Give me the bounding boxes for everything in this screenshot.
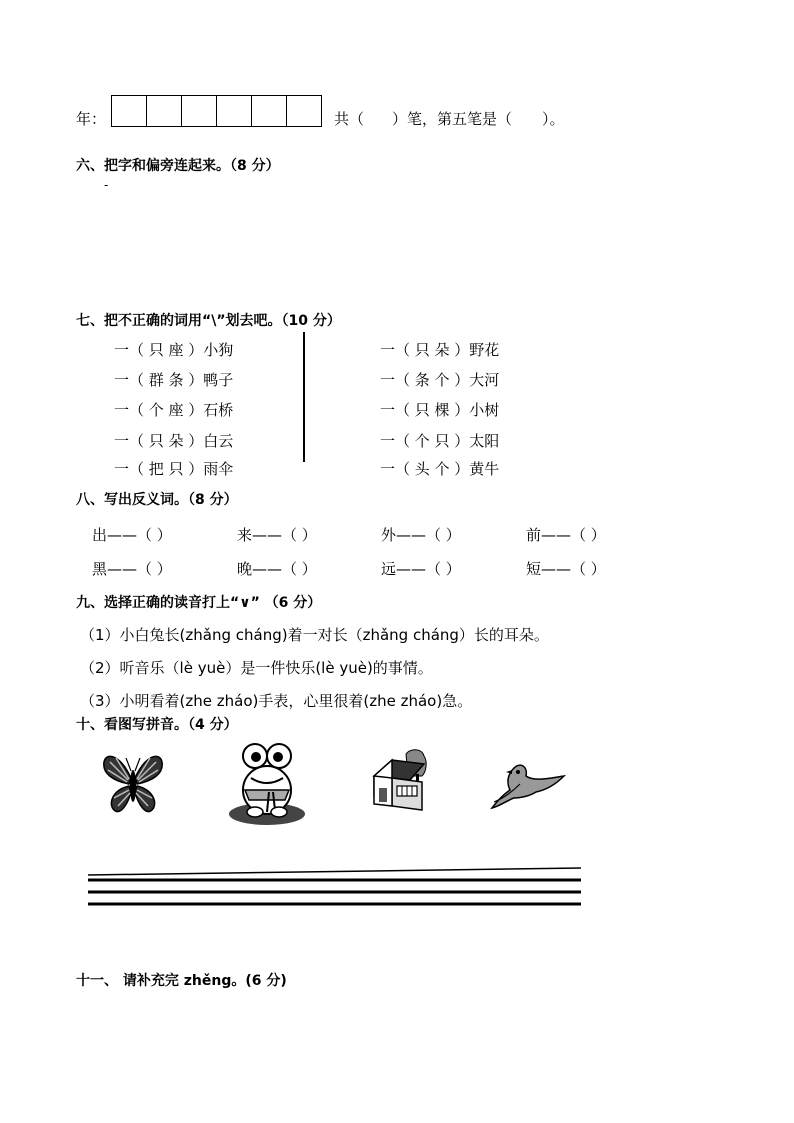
stroke-box-3[interactable]	[182, 96, 217, 126]
frog-icon	[227, 742, 307, 828]
pronunciation-item[interactable]: （3）小明看着(zhe zháo)手表，心里很着(zhe zháo)急。	[80, 692, 473, 710]
q7-right-item: 一（ 个 只 ）太阳	[380, 432, 500, 450]
pronunciation-item[interactable]: （2）听音乐（lè yuè）是一件快乐(lè yuè)的事情。	[80, 659, 433, 677]
bird-icon	[490, 762, 568, 812]
q7-title: 七、把不正确的词用“\”划去吧。（10 分）	[76, 313, 341, 329]
butterfly-icon	[100, 748, 166, 818]
stroke-order-grid	[111, 95, 322, 127]
stroke-box-6[interactable]	[287, 96, 322, 126]
q11-title: 十一、 请补充完 zhěng。(6 分)	[76, 973, 287, 989]
q7-left-item: 一（ 群 条 ）鸭子	[114, 371, 234, 389]
q7-left-item: 一（ 个 座 ）石桥	[114, 401, 234, 419]
q6-dash-mark: -	[104, 178, 109, 192]
pronunciation-item[interactable]: （1）小白兔长(zhǎng cháng)着一对长（zhǎng cháng）长的耳朵。	[80, 626, 549, 644]
stroke-total-suffix: ）。	[542, 110, 565, 128]
stroke-total-mid: ）笔，第五笔是（	[392, 110, 513, 128]
antonym-item[interactable]: 出——（ ）	[92, 526, 172, 544]
antonym-item[interactable]: 前——（ ）	[526, 526, 606, 544]
stroke-box-5[interactable]	[252, 96, 287, 126]
q7-divider	[303, 332, 305, 462]
stroke-box-1[interactable]	[112, 96, 147, 126]
q7-right-item: 一（ 条 个 ）大河	[380, 371, 500, 389]
stroke-box-2[interactable]	[147, 96, 182, 126]
stroke-char-label: 年：	[76, 110, 107, 128]
q7-right-item: 一（ 只 朵 ）野花	[380, 341, 500, 359]
q9-title: 九、选择正确的读音打上“∨” （6 分）	[76, 595, 322, 611]
antonym-item[interactable]: 远——（ ）	[381, 560, 461, 578]
q8-title: 八、写出反义词。（8 分）	[76, 492, 238, 508]
q7-left-item: 一（ 只 座 ）小狗	[114, 341, 234, 359]
antonym-item[interactable]: 黑——（ ）	[92, 560, 172, 578]
q7-right-item: 一（ 头 个 ）黄牛	[380, 460, 500, 478]
q7-left-item: 一（ 只 朵 ）白云	[114, 432, 234, 450]
stroke-total-prefix: 共（	[334, 110, 365, 128]
q6-title: 六、把字和偏旁连起来。（8 分）	[76, 158, 280, 174]
house-icon	[370, 748, 430, 812]
q10-title: 十、看图写拼音。（4 分）	[76, 717, 238, 733]
q7-left-item: 一（ 把 只 ）雨伞	[114, 460, 234, 478]
antonym-item[interactable]: 短——（ ）	[526, 560, 606, 578]
antonym-item[interactable]: 晚——（ ）	[237, 560, 317, 578]
pinyin-writing-lines[interactable]	[0, 860, 794, 920]
q7-right-item: 一（ 只 棵 ）小树	[380, 401, 500, 419]
stroke-count-prompt	[334, 108, 565, 129]
stroke-box-4[interactable]	[217, 96, 252, 126]
antonym-item[interactable]: 来——（ ）	[237, 526, 317, 544]
antonym-item[interactable]: 外——（ ）	[381, 526, 461, 544]
